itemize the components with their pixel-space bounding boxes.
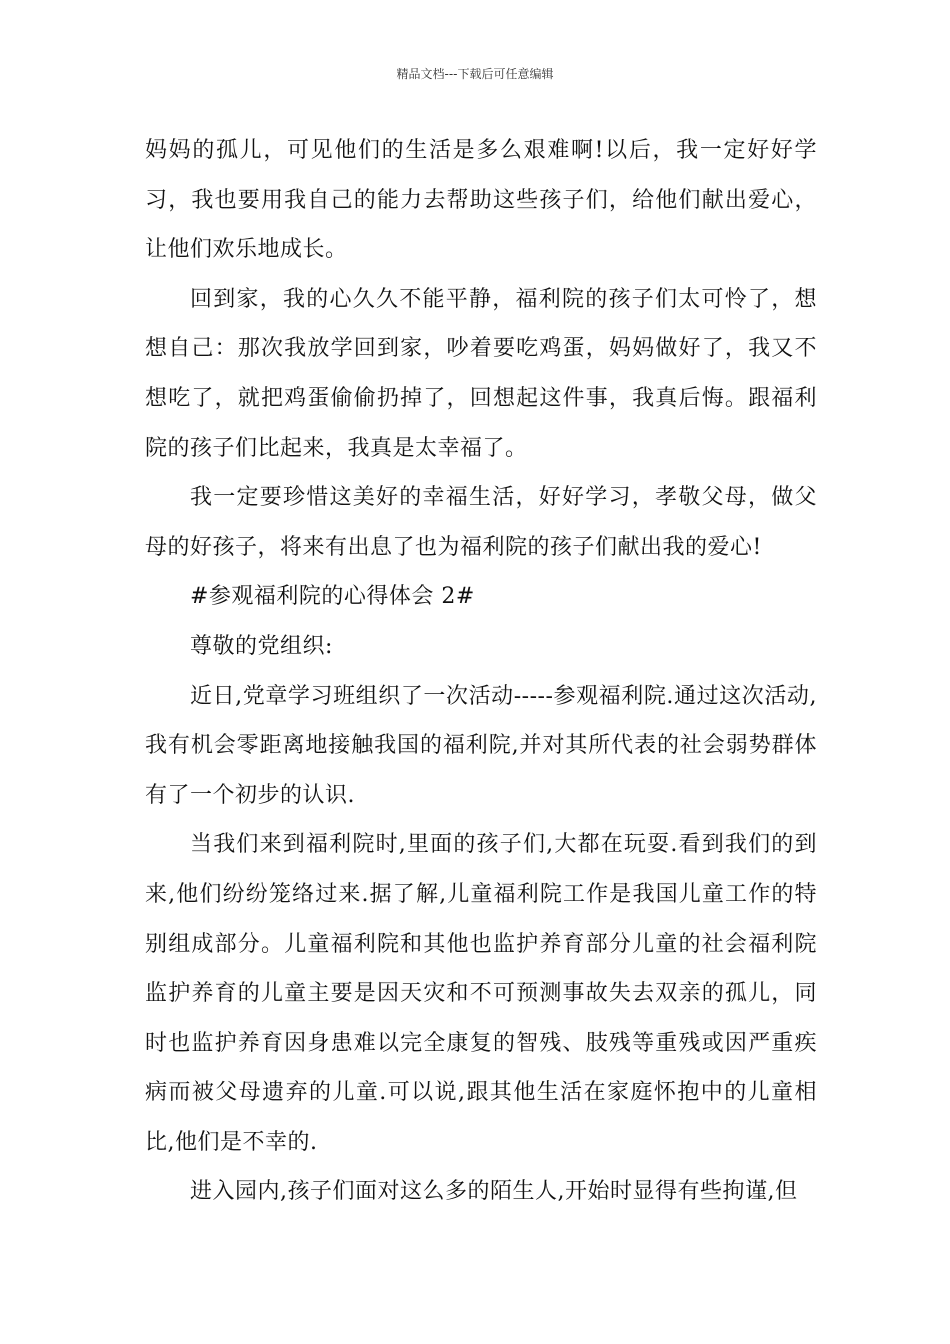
document-body (145, 126, 817, 1217)
paragraph-5: 当我们来到福利院时,里面的孩子们,大都在玩耍.看到我们的到来,他们纷纷笼络过来.据了解,儿童福利院工作是我国儿童工作的特别组成部分。儿童福利院和其他也监护养育部分儿童的社会福利院监护养育的儿童主要是因天灾和不可预测事故失去双亲的孤儿，同时也监护养育因身患难以完全康复的智残、肢残等重残或因严重疾病而被父母遗弃的儿童.可以说,跟其他生活在家庭怀抱中的儿童相比,他们是不幸的. (145, 832, 817, 1155)
paragraph-4: 近日,党章学习班组织了一次活动-----参观福利院.通过这次活动,我有机会零距离地接触我国的福利院,并对其所代表的社会弱势群体有了一个初步的认识. (145, 683, 817, 808)
paragraph-6: 进入园内,孩子们面对这么多的陌生人,开始时显得有些拘谨,但 (190, 1179, 798, 1205)
paragraph-2: 回到家，我的心久久不能平静，福利院的孩子们太可怜了，想想自己：那次我放学回到家，吵着要吃鸡蛋，妈妈做好了，我又不想吃了，就把鸡蛋偷偷扔掉了，回想起这件事，我真后悔。跟福利院的孩子们比起来，我真是太幸福了。 (145, 286, 817, 461)
section-heading: #参观福利院的心得体会 2# (190, 584, 475, 610)
page-header: 精品文档---下载后可任意编辑 (396, 67, 554, 81)
salutation: 尊敬的党组织: (190, 633, 333, 659)
paragraph-1: 妈妈的孤儿，可见他们的生活是多么艰难啊!以后，我一定好好学习，我也要用我自己的能力去帮助这些孩子们，给他们献出爱心，让他们欢乐地成长。 (145, 138, 817, 263)
paragraph-3: 我一定要珍惜这美好的幸福生活，好好学习，孝敬父母，做父母的好孩子，将来有出息了也为福利院的孩子们献出我的爱心! (145, 485, 817, 560)
